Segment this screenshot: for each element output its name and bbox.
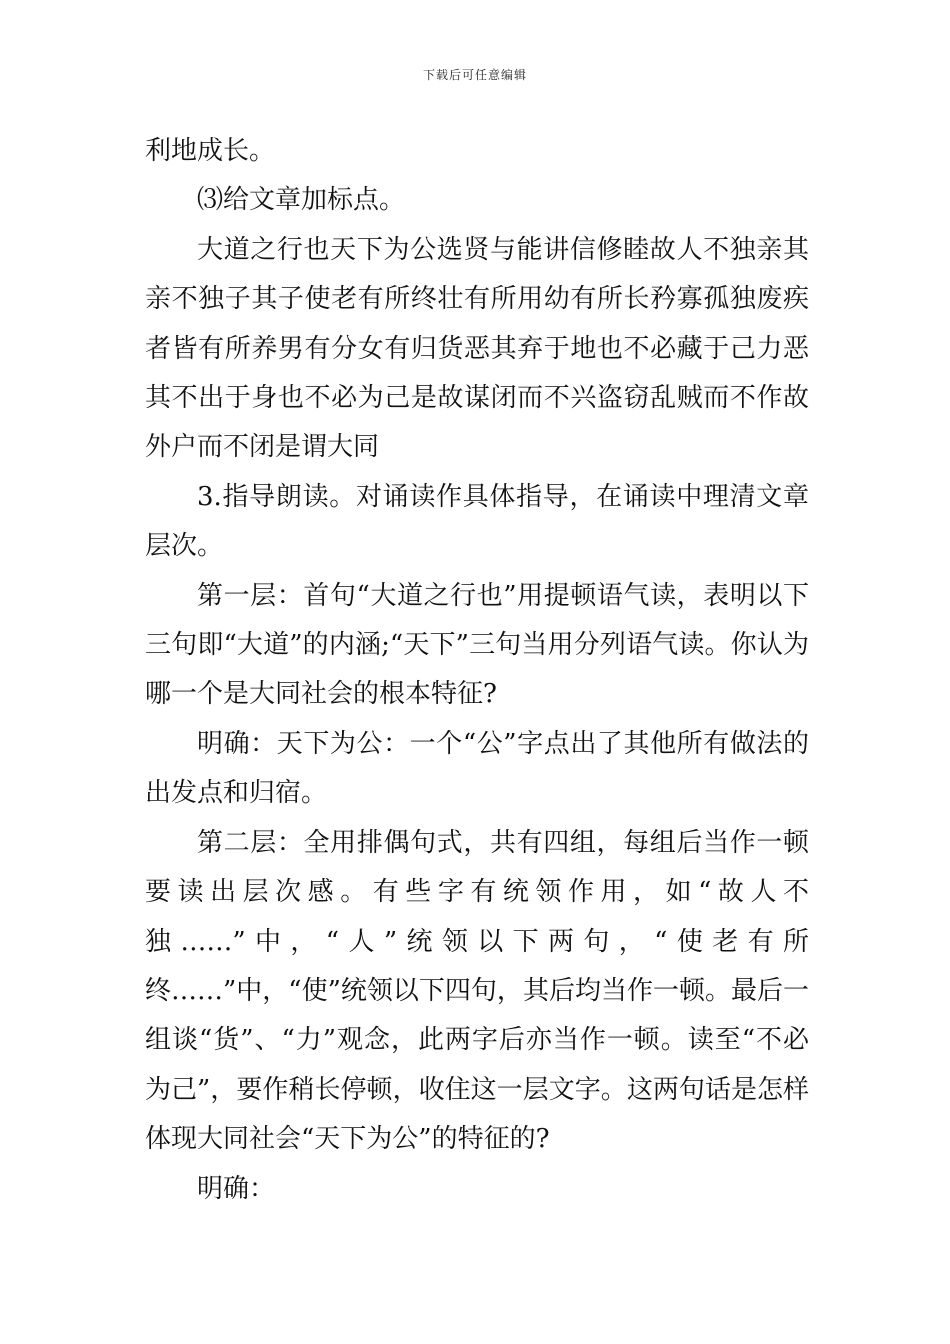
paragraph: 3.指导朗读。对诵读作具体指导，在诵读中理清文章层次。: [145, 481, 809, 562]
paragraph: 第二层：全用排偶句式，共有四组，每组后当作一顿要读出层次感。有些字有统领作用，如“故人不独……”中，“人”统领以下两句，“使老有所终……”中，“使”统领以下四句，其后均当作一顿。最后一组谈“货”、“力”观念，此两字后亦当作一顿。读至“不必为己”，要作稍长停顿，收住这一层文字。这两句话是怎样体现大同社会“天下为公”的特征的?: [145, 827, 809, 1155]
paragraph: 大道之行也天下为公选贤与能讲信修睦故人不独亲其亲不独子其子使老有所终壮有所用幼有所长矜寡孤独废疾者皆有所养男有分女有归货恶其弃于地也不必藏于己力恶其不出于身也不必为己是故谋闭而不兴盗窃乱贼而不作故外户而不闭是谓大同: [145, 234, 809, 463]
paragraph: 明确：: [197, 1173, 276, 1204]
paragraph: 第一层：首句“大道之行也”用提顿语气读，表明以下三句即“大道”的内涵;“天下”三句当用分列语气读。你认为哪一个是大同社会的根本特征?: [145, 580, 809, 710]
paragraph: 利地成长。: [145, 136, 276, 166]
page-header-note: 下载后可任意编辑: [422, 68, 527, 82]
paragraph: ⑶给文章加标点。: [197, 185, 406, 216]
paragraph: 明确：天下为公：一个“公”字点出了其他所有做法的出发点和归宿。: [145, 728, 809, 809]
document-body: [145, 127, 809, 1214]
